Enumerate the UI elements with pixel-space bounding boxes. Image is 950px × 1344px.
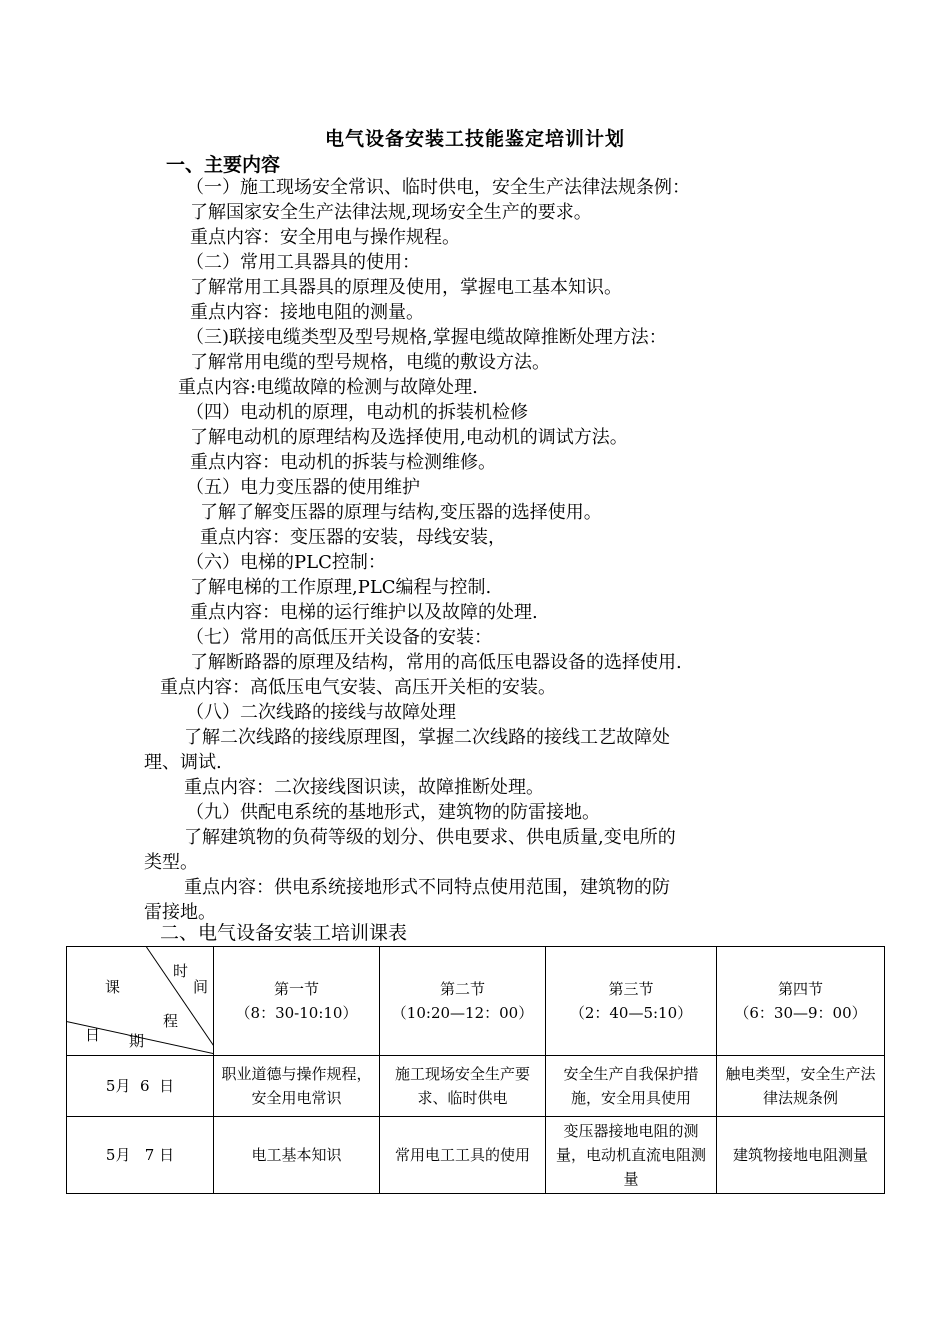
period-time: （2：40—5:10） [569,1004,693,1022]
corner-label: 日 [85,1026,101,1044]
text-line: 重点内容：安全用电与操作规程。 [190,227,460,248]
header-cell-period-3 [546,947,717,1056]
course-cell: 安全生产自我保护措施，安全用具使用 [546,1056,717,1117]
text-line: 重点内容：变压器的安装，母线安装， [200,527,506,548]
text-line: 重点内容：电梯的运行维护以及故障的处理. [190,602,538,623]
course-cell: 变压器接地电阻的测量，电动机直流电阻测量 [546,1117,717,1194]
text-line: （五）电力变压器的使用维护 [186,477,420,498]
table-row [67,1056,885,1117]
text-line: 类型。 [144,852,198,873]
text-line: （七）常用的高低压开关设备的安装： [186,627,492,648]
text-line: 理、调试. [144,752,222,773]
header-cell-period-4 [717,947,885,1056]
page-title: 电气设备安装工技能鉴定培训计划 [324,128,625,150]
text-line: （四）电动机的原理，电动机的拆装机检修 [186,402,528,423]
corner-label: 期 [129,1032,145,1050]
text-line: 重点内容：高低压电气安装、高压开关柜的安装。 [160,677,556,698]
header-cell-period-2 [380,947,546,1056]
text-line: （一）施工现场安全常识、临时供电，安全生产法律法规条例： [186,177,690,198]
period-name: 第三节 [608,980,654,998]
date-cell: 5月 7 日 [67,1117,214,1194]
text-line: 重点内容：接地电阻的测量。 [190,302,424,323]
text-line: 重点内容：电动机的拆装与检测维修。 [190,452,496,473]
text-line: 了解电梯的工作原理,PLC编程与控制. [190,577,492,598]
period-time: （6：30—9：00） [734,1004,867,1022]
text-line: 雷接地。 [144,902,216,923]
text-line: （九）供配电系统的基地形式，建筑物的防雷接地。 [186,802,600,823]
section-heading-schedule: 二、电气设备安装工培训课表 [160,922,408,944]
text-line: （二）常用工具器具的使用： [186,252,420,273]
table-header-row [67,947,885,1056]
text-line: （六）电梯的PLC控制： [186,552,386,573]
training-schedule-table [66,946,885,1194]
text-line: 了解国家安全生产法律法规,现场安全生产的要求。 [190,202,592,223]
text-line: （八）二次线路的接线与故障处理 [186,702,456,723]
period-time: （10:20—12：00） [391,1004,534,1022]
corner-label: 间 [193,978,209,996]
table-row [67,1117,885,1194]
text-line: 了解常用电缆的型号规格，电缆的敷设方法。 [190,352,550,373]
text-line: 了解了解变压器的原理与结构,变压器的选择使用。 [200,502,602,523]
course-cell: 电工基本知识 [214,1117,380,1194]
text-line: 了解建筑物的负荷等级的划分、供电要求、供电质量,变电所的 [184,827,676,848]
text-line: 重点内容：供电系统接地形式不同特点使用范围，建筑物的防 [184,877,670,898]
text-line: 重点内容：二次接线图识读，故障推断处理。 [184,777,544,798]
text-line: 了解电动机的原理结构及选择使用,电动机的调试方法。 [190,427,628,448]
text-line: 了解常用工具器具的原理及使用，掌握电工基本知识。 [190,277,622,298]
corner-label: 程 [163,1012,179,1030]
diagonal-header-cell [67,947,214,1056]
text-line: 了解二次线路的接线原理图，掌握二次线路的接线工艺故障处 [184,727,670,748]
course-cell: 常用电工工具的使用 [380,1117,546,1194]
period-name: 第四节 [777,980,823,998]
corner-label: 时 [173,962,189,980]
period-name: 第二节 [439,980,485,998]
date-cell: 5月 6 日 [67,1056,214,1117]
header-cell-period-1 [214,947,380,1056]
course-cell: 触电类型，安全生产法律法规条例 [717,1056,885,1117]
course-cell: 建筑物接地电阻测量 [717,1117,885,1194]
text-line: 重点内容:电缆故障的检测与故障处理. [178,377,478,398]
course-cell: 职业道德与操作规程，安全用电常识 [214,1056,380,1117]
period-name: 第一节 [273,980,319,998]
text-line: （三)联接电缆类型及型号规格,掌握电缆故障推断处理方法： [186,327,667,348]
section-heading-main-content: 一、主要内容 [166,154,281,176]
period-time: （8：30-10:10） [235,1004,358,1022]
corner-label: 课 [105,978,121,996]
course-cell: 施工现场安全生产要求、临时供电 [380,1056,546,1117]
text-line: 了解断路器的原理及结构，常用的高低压电器设备的选择使用. [190,652,682,673]
